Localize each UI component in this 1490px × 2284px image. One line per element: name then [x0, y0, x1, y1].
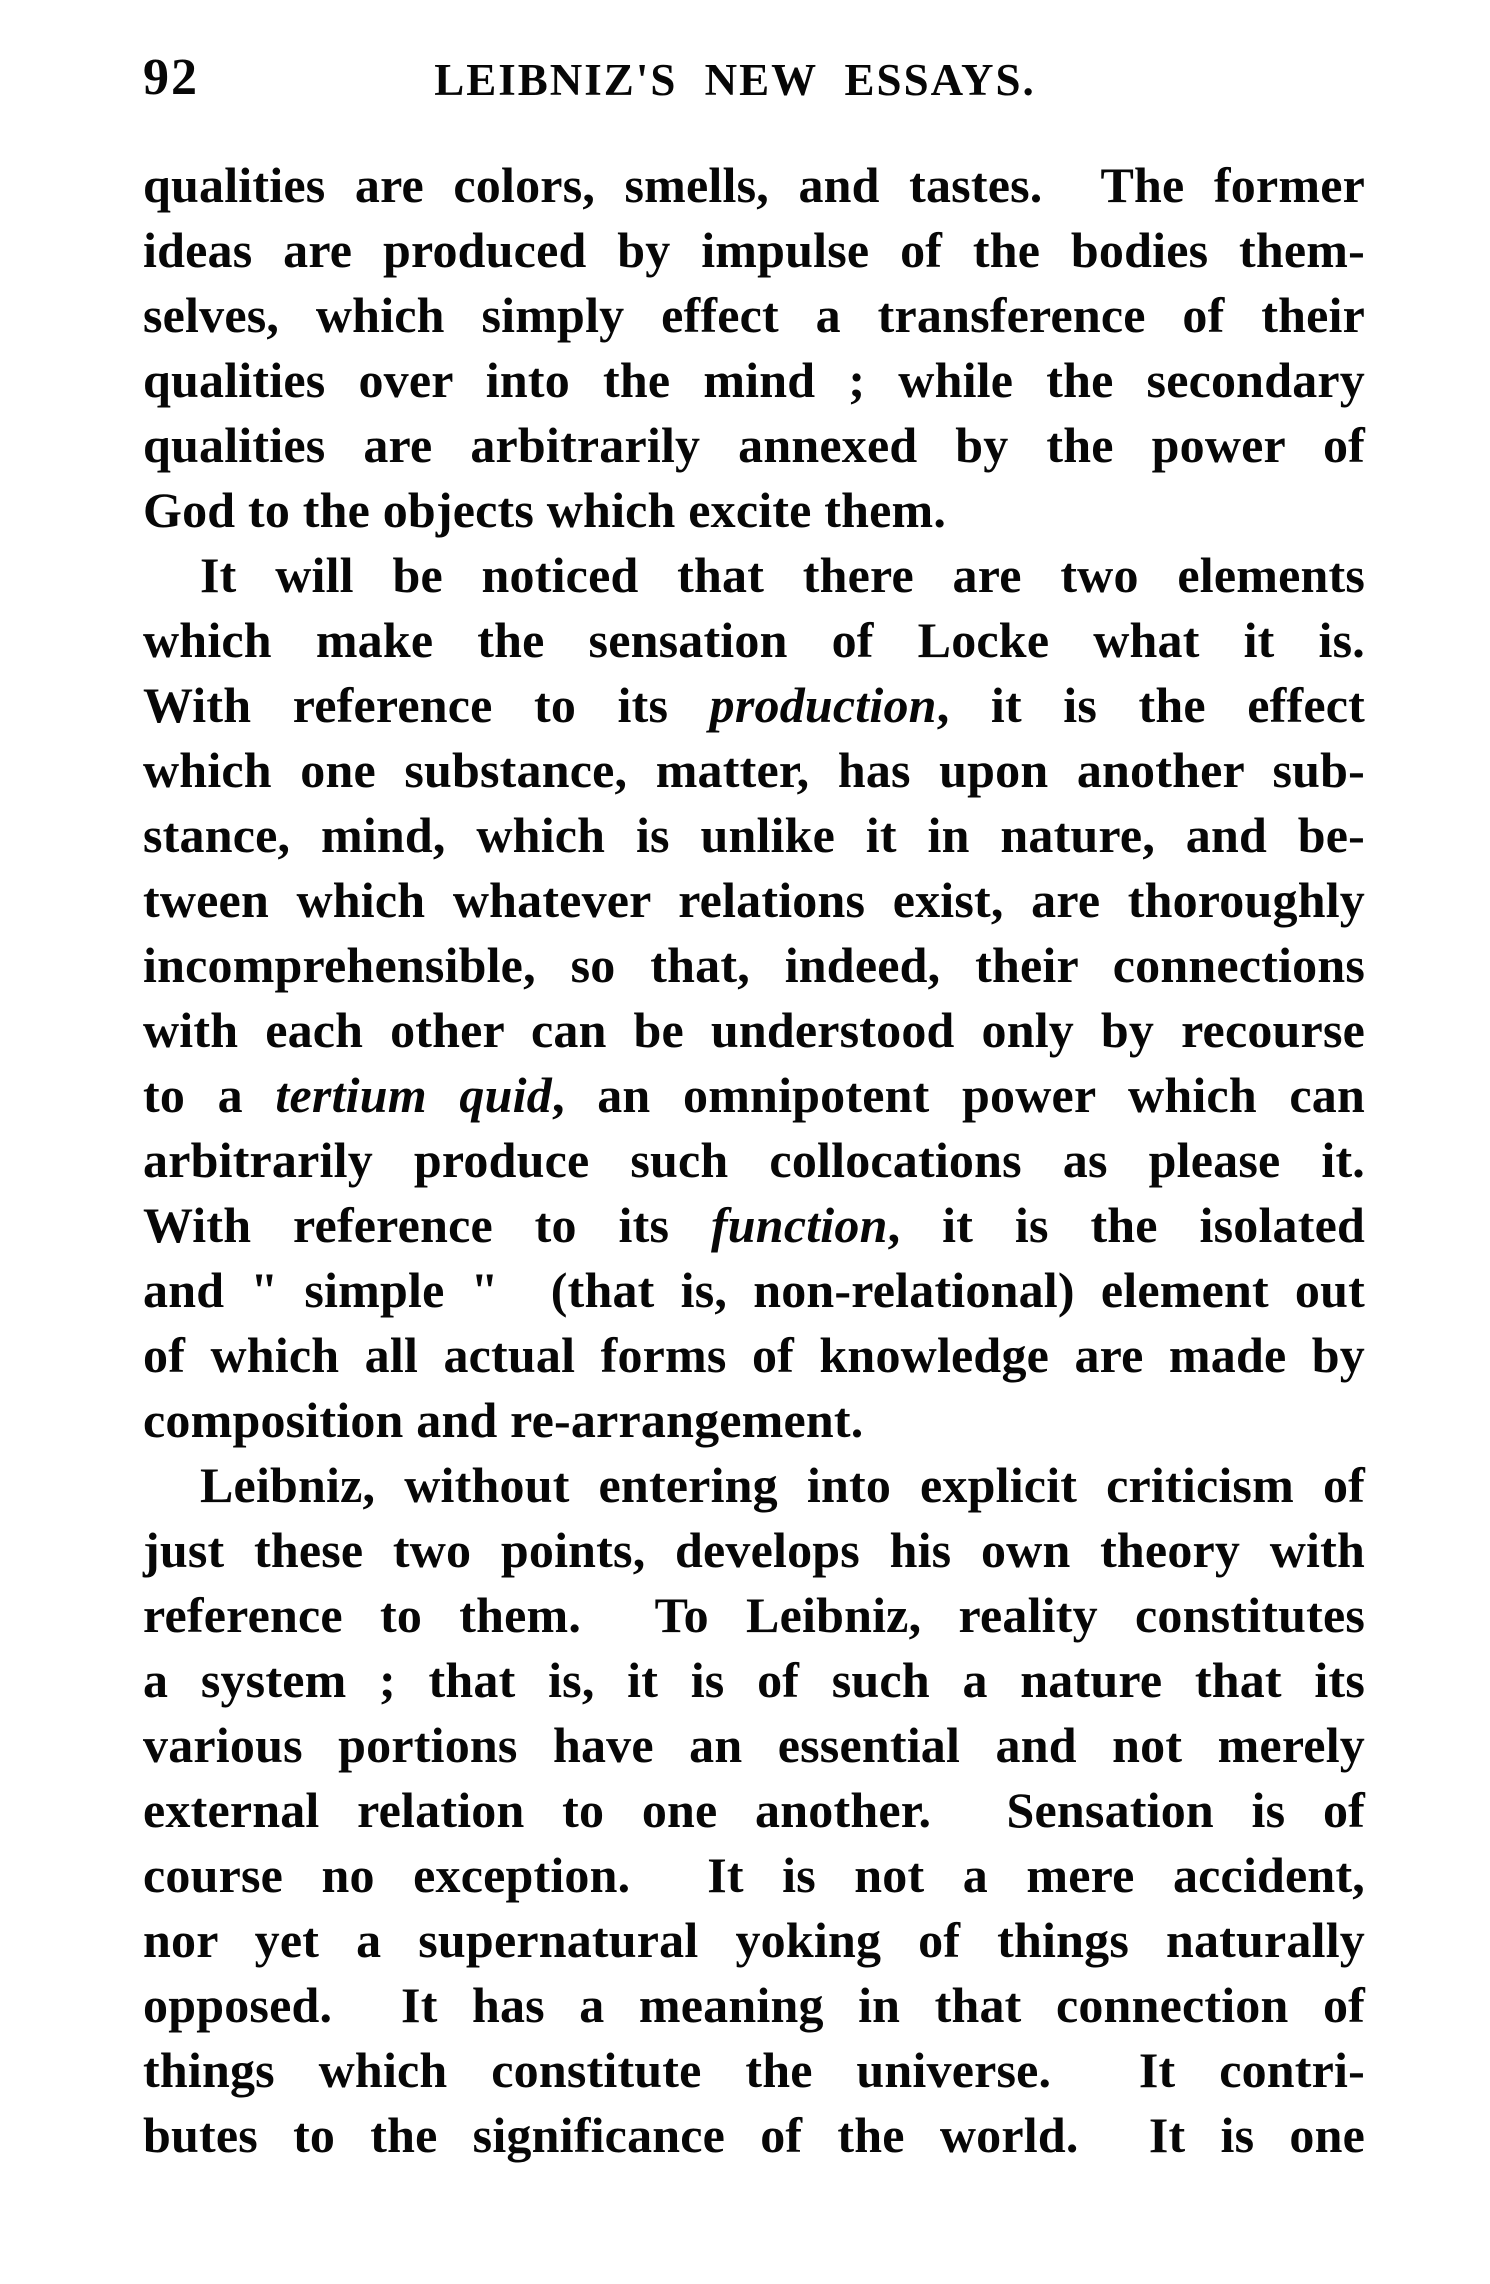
text-segment: a system ; that is, it is of such a nature that its [143, 1652, 1365, 1708]
text-segment: God to the objects which excite them. [143, 482, 947, 538]
text-line [143, 1258, 1365, 1323]
text-segment: qualities over into the mind ; while the secondary [143, 352, 1365, 408]
text-line [143, 1518, 1365, 1583]
text-segment: qualities are arbitrarily annexed by the power of [143, 417, 1365, 473]
text-line [143, 608, 1365, 673]
text-segment: Leibniz, without entering into explicit criticism of [200, 1457, 1365, 1513]
text-line [143, 803, 1365, 868]
text-line [143, 1323, 1365, 1388]
text-line [143, 1063, 1365, 1128]
text-segment: arbitrarily produce such collocations as please it. [143, 1132, 1365, 1188]
italic-segment: function [710, 1197, 888, 1253]
text-segment: qualities are colors, smells, and tastes. The former [143, 157, 1365, 213]
text-line [143, 1843, 1365, 1908]
text-line [143, 2103, 1365, 2168]
text-segment: just these two points, develops his own theory with [143, 1522, 1365, 1578]
page-number: 92 [143, 49, 199, 106]
text-segment: course no exception. It is not a mere accident, [143, 1847, 1365, 1903]
text-line [143, 738, 1365, 803]
text-segment: which make the sensation of Locke what it is. [143, 612, 1365, 668]
text-segment: incomprehensible, so that, indeed, their connections [143, 937, 1365, 993]
italic-segment: production [709, 677, 937, 733]
text-segment: , it is the isolated [887, 1197, 1365, 1253]
text-segment: various portions have an essential and not merely [143, 1717, 1365, 1773]
text-segment: composition and re-arrangement. [143, 1392, 864, 1448]
running-title: LEIBNIZ'S NEW ESSAYS. [434, 55, 1036, 105]
text-line [143, 1778, 1365, 1843]
text-segment: selves, which simply effect a transference of their [143, 287, 1365, 343]
text-line [143, 1128, 1365, 1193]
text-line [143, 1388, 1365, 1453]
text-segment: to a [143, 1067, 276, 1123]
text-segment: reference to them. To Leibniz, reality constitutes [143, 1587, 1365, 1643]
text-line [143, 1193, 1365, 1258]
text-line [143, 673, 1365, 738]
text-line [143, 153, 1365, 218]
text-line [143, 998, 1365, 1063]
text-line [143, 478, 1365, 543]
text-segment: butes to the significance of the world. It is one [143, 2107, 1365, 2163]
text-line [143, 218, 1365, 283]
text-segment: tween which whatever relations exist, are thoroughly [143, 872, 1365, 928]
text-segment: opposed. It has a meaning in that connection of [143, 1977, 1365, 2033]
text-segment: nor yet a supernatural yoking of things naturally [143, 1912, 1365, 1968]
text-line [143, 933, 1365, 998]
text-line [143, 868, 1365, 933]
text-line [143, 413, 1365, 478]
text-line [143, 1583, 1365, 1648]
text-line [143, 283, 1365, 348]
text-line [143, 1453, 1365, 1518]
text-segment: of which all actual forms of knowledge are made by [143, 1327, 1365, 1383]
text-segment: stance, mind, which is unlike it in nature, and be- [143, 807, 1365, 863]
text-segment: which one substance, matter, has upon another sub- [143, 742, 1365, 798]
text-line [143, 1908, 1365, 1973]
text-segment: external relation to one another. Sensation is of [143, 1782, 1365, 1838]
text-segment: things which constitute the universe. It contri- [143, 2042, 1365, 2098]
text-line [143, 543, 1365, 608]
text-segment: With reference to its [143, 1197, 711, 1253]
text-segment: , an omnipotent power which can [551, 1067, 1366, 1123]
text-segment: With reference to its [143, 677, 710, 733]
text-line [143, 1973, 1365, 2038]
text-segment: , it is the effect [936, 677, 1366, 733]
text-segment: with each other can be understood only by recourse [143, 1002, 1365, 1058]
text-segment: It will be noticed that there are two elements [200, 547, 1365, 603]
text-line [143, 1713, 1365, 1778]
text-segment: ideas are produced by impulse of the bodies them- [143, 222, 1365, 278]
text-block [143, 153, 1365, 2168]
text-segment: and " simple " (that is, non-relational) element out [143, 1262, 1365, 1318]
text-line [143, 348, 1365, 413]
italic-segment: tertium quid [275, 1067, 552, 1123]
text-line [143, 1648, 1365, 1713]
text-line [143, 2038, 1365, 2103]
